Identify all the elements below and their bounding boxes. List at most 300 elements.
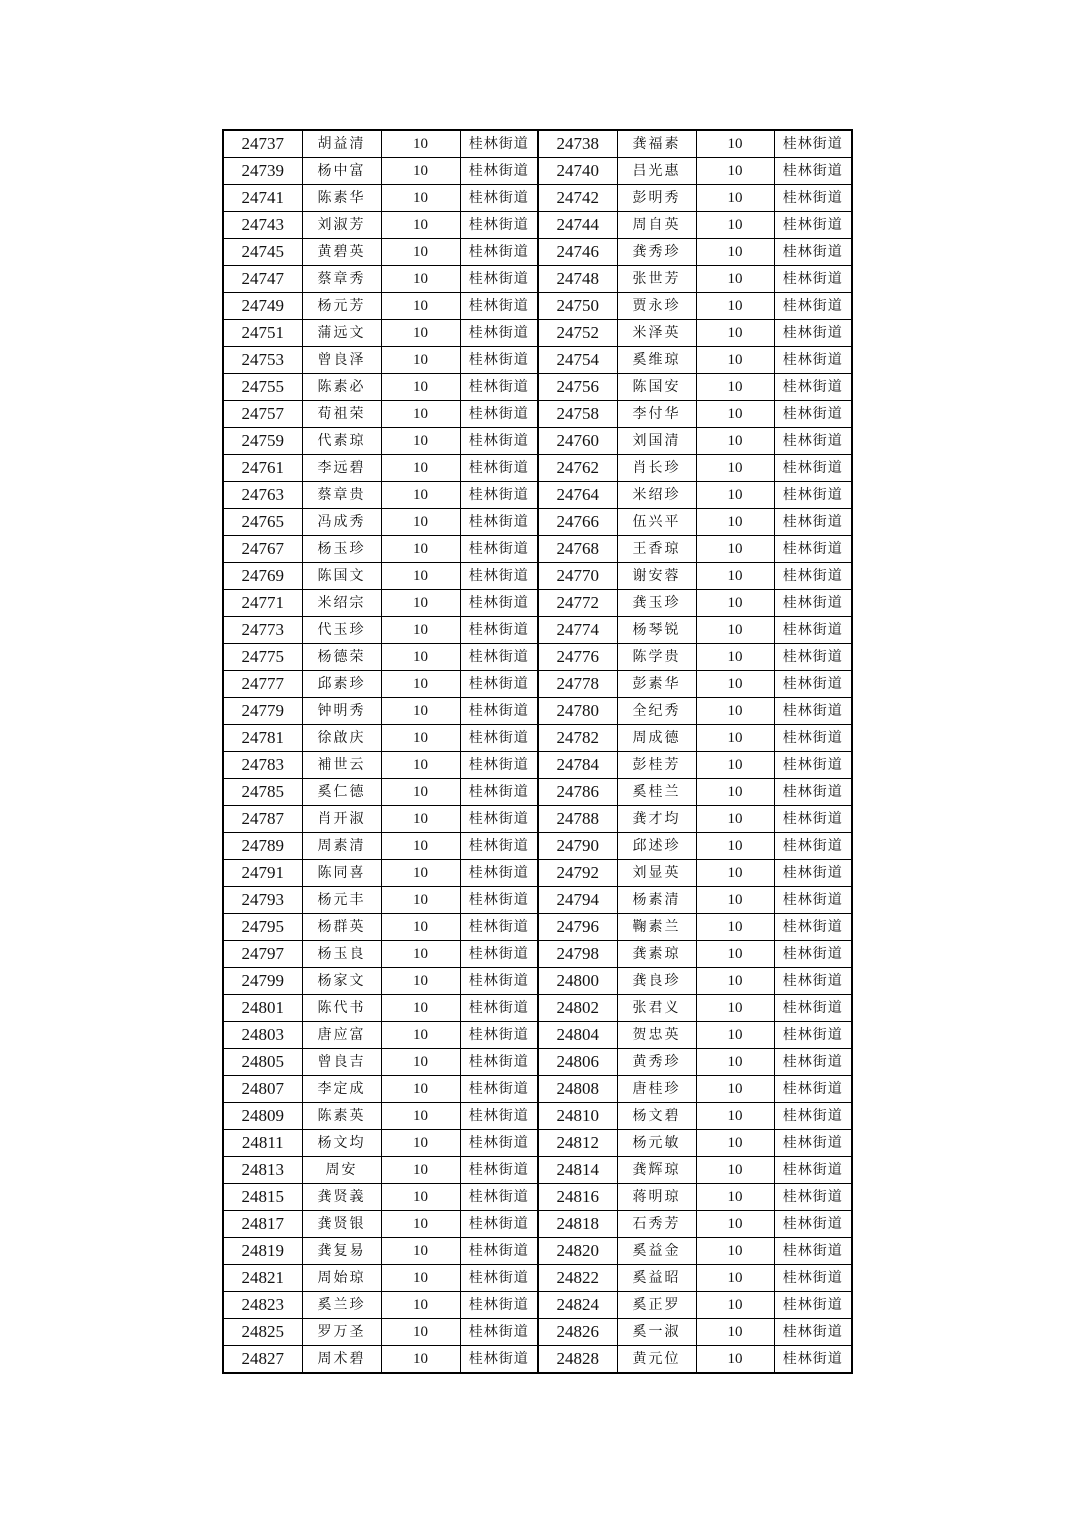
person-name-cell: 陈国文 <box>302 563 381 590</box>
person-name-cell: 龚福素 <box>617 130 696 158</box>
person-name-cell: 鞠素兰 <box>617 914 696 941</box>
record-number-cell: 24768 <box>538 536 617 563</box>
person-name-cell: 邱述珍 <box>617 833 696 860</box>
score-value-cell: 10 <box>696 1049 774 1076</box>
person-name-cell: 黄秀珍 <box>617 1049 696 1076</box>
street-name-cell: 桂林街道 <box>774 1130 852 1157</box>
street-name-cell: 桂林街道 <box>774 563 852 590</box>
person-name-cell: 刘显英 <box>617 860 696 887</box>
table-row <box>223 1292 852 1319</box>
person-name-cell: 龚良珍 <box>617 968 696 995</box>
person-name-cell: 钟明秀 <box>302 698 381 725</box>
table-row <box>223 185 852 212</box>
score-value-cell: 10 <box>381 185 460 212</box>
street-name-cell: 桂林街道 <box>774 995 852 1022</box>
record-number-cell: 24799 <box>223 968 302 995</box>
street-name-cell: 桂林街道 <box>774 833 852 860</box>
person-name-cell: 张世芳 <box>617 266 696 293</box>
table-row <box>223 1184 852 1211</box>
street-name-cell: 桂林街道 <box>460 752 538 779</box>
person-name-cell: 曾良泽 <box>302 347 381 374</box>
record-number-cell: 24824 <box>538 1292 617 1319</box>
street-name-cell: 桂林街道 <box>774 806 852 833</box>
record-number-cell: 24793 <box>223 887 302 914</box>
score-value-cell: 10 <box>696 374 774 401</box>
record-number-cell: 24741 <box>223 185 302 212</box>
street-name-cell: 桂林街道 <box>460 347 538 374</box>
table-row <box>223 509 852 536</box>
record-number-cell: 24773 <box>223 617 302 644</box>
score-value-cell: 10 <box>696 1022 774 1049</box>
person-name-cell: 黄碧英 <box>302 239 381 266</box>
record-number-cell: 24802 <box>538 995 617 1022</box>
score-value-cell: 10 <box>696 752 774 779</box>
street-name-cell: 桂林街道 <box>460 671 538 698</box>
record-number-cell: 24811 <box>223 1130 302 1157</box>
person-name-cell: 黄元位 <box>617 1346 696 1374</box>
table-row <box>223 401 852 428</box>
street-name-cell: 桂林街道 <box>460 1184 538 1211</box>
score-value-cell: 10 <box>381 995 460 1022</box>
street-name-cell: 桂林街道 <box>460 428 538 455</box>
street-name-cell: 桂林街道 <box>460 1319 538 1346</box>
record-number-cell: 24756 <box>538 374 617 401</box>
score-value-cell: 10 <box>696 833 774 860</box>
record-number-cell: 24753 <box>223 347 302 374</box>
street-name-cell: 桂林街道 <box>460 833 538 860</box>
street-name-cell: 桂林街道 <box>460 1022 538 1049</box>
record-number-cell: 24786 <box>538 779 617 806</box>
person-name-cell: 贺忠英 <box>617 1022 696 1049</box>
record-number-cell: 24806 <box>538 1049 617 1076</box>
person-name-cell: 杨元丰 <box>302 887 381 914</box>
street-name-cell: 桂林街道 <box>460 1049 538 1076</box>
street-name-cell: 桂林街道 <box>774 698 852 725</box>
table-row <box>223 1211 852 1238</box>
street-name-cell: 桂林街道 <box>774 1292 852 1319</box>
street-name-cell: 桂林街道 <box>774 644 852 671</box>
person-name-cell: 彭桂芳 <box>617 752 696 779</box>
street-name-cell: 桂林街道 <box>774 320 852 347</box>
street-name-cell: 桂林街道 <box>460 509 538 536</box>
table-row <box>223 1103 852 1130</box>
person-name-cell: 杨文均 <box>302 1130 381 1157</box>
person-name-cell: 石秀芳 <box>617 1211 696 1238</box>
street-name-cell: 桂林街道 <box>774 1346 852 1374</box>
score-value-cell: 10 <box>381 1103 460 1130</box>
record-number-cell: 24765 <box>223 509 302 536</box>
street-name-cell: 桂林街道 <box>460 536 538 563</box>
score-value-cell: 10 <box>696 617 774 644</box>
table-row <box>223 536 852 563</box>
person-name-cell: 蒋明琼 <box>617 1184 696 1211</box>
record-number-cell: 24774 <box>538 617 617 644</box>
person-name-cell: 张君义 <box>617 995 696 1022</box>
score-value-cell: 10 <box>381 698 460 725</box>
score-value-cell: 10 <box>696 1184 774 1211</box>
person-name-cell: 奚维琼 <box>617 347 696 374</box>
person-name-cell: 徐啟庆 <box>302 725 381 752</box>
record-number-cell: 24751 <box>223 320 302 347</box>
person-name-cell: 奚益金 <box>617 1238 696 1265</box>
score-value-cell: 10 <box>696 590 774 617</box>
record-number-cell: 24739 <box>223 158 302 185</box>
street-name-cell: 桂林街道 <box>774 860 852 887</box>
table-row <box>223 1346 852 1374</box>
street-name-cell: 桂林街道 <box>460 563 538 590</box>
person-name-cell: 陈学贵 <box>617 644 696 671</box>
person-name-cell: 陈同喜 <box>302 860 381 887</box>
street-name-cell: 桂林街道 <box>774 401 852 428</box>
street-name-cell: 桂林街道 <box>460 779 538 806</box>
person-name-cell: 杨玉珍 <box>302 536 381 563</box>
score-value-cell: 10 <box>381 212 460 239</box>
score-value-cell: 10 <box>696 212 774 239</box>
score-value-cell: 10 <box>381 887 460 914</box>
score-value-cell: 10 <box>696 914 774 941</box>
street-name-cell: 桂林街道 <box>460 1076 538 1103</box>
record-number-cell: 24767 <box>223 536 302 563</box>
score-value-cell: 10 <box>381 1211 460 1238</box>
record-number-cell: 24764 <box>538 482 617 509</box>
record-number-cell: 24758 <box>538 401 617 428</box>
table-row <box>223 968 852 995</box>
roster-table <box>222 129 853 1374</box>
person-name-cell: 龚贤義 <box>302 1184 381 1211</box>
record-number-cell: 24826 <box>538 1319 617 1346</box>
table-row <box>223 158 852 185</box>
record-number-cell: 24785 <box>223 779 302 806</box>
street-name-cell: 桂林街道 <box>774 1103 852 1130</box>
person-name-cell: 龚辉琼 <box>617 1157 696 1184</box>
score-value-cell: 10 <box>381 1292 460 1319</box>
street-name-cell: 桂林街道 <box>460 158 538 185</box>
record-number-cell: 24743 <box>223 212 302 239</box>
street-name-cell: 桂林街道 <box>774 1157 852 1184</box>
record-number-cell: 24757 <box>223 401 302 428</box>
street-name-cell: 桂林街道 <box>774 941 852 968</box>
record-number-cell: 24754 <box>538 347 617 374</box>
person-name-cell: 米绍宗 <box>302 590 381 617</box>
street-name-cell: 桂林街道 <box>774 1184 852 1211</box>
street-name-cell: 桂林街道 <box>774 671 852 698</box>
street-name-cell: 桂林街道 <box>774 752 852 779</box>
street-name-cell: 桂林街道 <box>460 725 538 752</box>
street-name-cell: 桂林街道 <box>774 185 852 212</box>
street-name-cell: 桂林街道 <box>774 1049 852 1076</box>
street-name-cell: 桂林街道 <box>460 1103 538 1130</box>
score-value-cell: 10 <box>381 320 460 347</box>
record-number-cell: 24828 <box>538 1346 617 1374</box>
street-name-cell: 桂林街道 <box>460 266 538 293</box>
person-name-cell: 李定成 <box>302 1076 381 1103</box>
record-number-cell: 24788 <box>538 806 617 833</box>
table-row <box>223 617 852 644</box>
record-number-cell: 24776 <box>538 644 617 671</box>
person-name-cell: 龚贤银 <box>302 1211 381 1238</box>
record-number-cell: 24807 <box>223 1076 302 1103</box>
street-name-cell: 桂林街道 <box>460 212 538 239</box>
score-value-cell: 10 <box>381 482 460 509</box>
score-value-cell: 10 <box>381 1130 460 1157</box>
score-value-cell: 10 <box>381 806 460 833</box>
street-name-cell: 桂林街道 <box>774 590 852 617</box>
table-row <box>223 1238 852 1265</box>
score-value-cell: 10 <box>696 455 774 482</box>
record-number-cell: 24800 <box>538 968 617 995</box>
person-name-cell: 罗万圣 <box>302 1319 381 1346</box>
street-name-cell: 桂林街道 <box>774 779 852 806</box>
record-number-cell: 24782 <box>538 725 617 752</box>
record-number-cell: 24770 <box>538 563 617 590</box>
record-number-cell: 24825 <box>223 1319 302 1346</box>
record-number-cell: 24822 <box>538 1265 617 1292</box>
table-row <box>223 779 852 806</box>
record-number-cell: 24815 <box>223 1184 302 1211</box>
score-value-cell: 10 <box>696 482 774 509</box>
person-name-cell: 奚桂兰 <box>617 779 696 806</box>
person-name-cell: 杨德荣 <box>302 644 381 671</box>
table-row <box>223 1157 852 1184</box>
person-name-cell: 奚仁德 <box>302 779 381 806</box>
street-name-cell: 桂林街道 <box>460 860 538 887</box>
score-value-cell: 10 <box>381 509 460 536</box>
table-row <box>223 698 852 725</box>
record-number-cell: 24819 <box>223 1238 302 1265</box>
street-name-cell: 桂林街道 <box>460 698 538 725</box>
score-value-cell: 10 <box>696 1211 774 1238</box>
street-name-cell: 桂林街道 <box>460 914 538 941</box>
table-row <box>223 806 852 833</box>
score-value-cell: 10 <box>381 158 460 185</box>
score-value-cell: 10 <box>696 941 774 968</box>
street-name-cell: 桂林街道 <box>460 1211 538 1238</box>
person-name-cell: 杨元芳 <box>302 293 381 320</box>
record-number-cell: 24803 <box>223 1022 302 1049</box>
record-number-cell: 24761 <box>223 455 302 482</box>
table-row <box>223 1076 852 1103</box>
street-name-cell: 桂林街道 <box>774 617 852 644</box>
record-number-cell: 24763 <box>223 482 302 509</box>
street-name-cell: 桂林街道 <box>460 374 538 401</box>
record-number-cell: 24762 <box>538 455 617 482</box>
record-number-cell: 24817 <box>223 1211 302 1238</box>
record-number-cell: 24779 <box>223 698 302 725</box>
person-name-cell: 龚秀珍 <box>617 239 696 266</box>
street-name-cell: 桂林街道 <box>460 806 538 833</box>
person-name-cell: 陈素必 <box>302 374 381 401</box>
score-value-cell: 10 <box>381 752 460 779</box>
person-name-cell: 李远碧 <box>302 455 381 482</box>
score-value-cell: 10 <box>696 644 774 671</box>
score-value-cell: 10 <box>696 320 774 347</box>
score-value-cell: 10 <box>381 401 460 428</box>
record-number-cell: 24738 <box>538 130 617 158</box>
table-row <box>223 455 852 482</box>
street-name-cell: 桂林街道 <box>774 1076 852 1103</box>
record-number-cell: 24750 <box>538 293 617 320</box>
record-number-cell: 24804 <box>538 1022 617 1049</box>
record-number-cell: 24783 <box>223 752 302 779</box>
score-value-cell: 10 <box>381 1238 460 1265</box>
record-number-cell: 24772 <box>538 590 617 617</box>
table-row <box>223 1022 852 1049</box>
person-name-cell: 陈素华 <box>302 185 381 212</box>
record-number-cell: 24747 <box>223 266 302 293</box>
record-number-cell: 24760 <box>538 428 617 455</box>
score-value-cell: 10 <box>696 1319 774 1346</box>
person-name-cell: 彭素华 <box>617 671 696 698</box>
person-name-cell: 杨群英 <box>302 914 381 941</box>
street-name-cell: 桂林街道 <box>774 239 852 266</box>
table-row <box>223 293 852 320</box>
street-name-cell: 桂林街道 <box>460 968 538 995</box>
street-name-cell: 桂林街道 <box>774 509 852 536</box>
street-name-cell: 桂林街道 <box>460 941 538 968</box>
score-value-cell: 10 <box>381 1184 460 1211</box>
record-number-cell: 24746 <box>538 239 617 266</box>
street-name-cell: 桂林街道 <box>774 293 852 320</box>
person-name-cell: 周术碧 <box>302 1346 381 1374</box>
record-number-cell: 24821 <box>223 1265 302 1292</box>
record-number-cell: 24775 <box>223 644 302 671</box>
person-name-cell: 杨元敏 <box>617 1130 696 1157</box>
person-name-cell: 杨素清 <box>617 887 696 914</box>
score-value-cell: 10 <box>696 401 774 428</box>
record-number-cell: 24795 <box>223 914 302 941</box>
street-name-cell: 桂林街道 <box>774 347 852 374</box>
person-name-cell: 陈代书 <box>302 995 381 1022</box>
score-value-cell: 10 <box>381 1022 460 1049</box>
table-row <box>223 428 852 455</box>
score-value-cell: 10 <box>696 239 774 266</box>
person-name-cell: 王香琼 <box>617 536 696 563</box>
score-value-cell: 10 <box>696 1292 774 1319</box>
person-name-cell: 谢安蓉 <box>617 563 696 590</box>
record-number-cell: 24791 <box>223 860 302 887</box>
record-number-cell: 24778 <box>538 671 617 698</box>
record-number-cell: 24766 <box>538 509 617 536</box>
street-name-cell: 桂林街道 <box>774 158 852 185</box>
score-value-cell: 10 <box>696 266 774 293</box>
table-row <box>223 860 852 887</box>
record-number-cell: 24827 <box>223 1346 302 1374</box>
person-name-cell: 伍兴平 <box>617 509 696 536</box>
street-name-cell: 桂林街道 <box>460 1157 538 1184</box>
score-value-cell: 10 <box>381 266 460 293</box>
score-value-cell: 10 <box>696 185 774 212</box>
record-number-cell: 24813 <box>223 1157 302 1184</box>
street-name-cell: 桂林街道 <box>460 1346 538 1374</box>
street-name-cell: 桂林街道 <box>460 401 538 428</box>
person-name-cell: 杨中富 <box>302 158 381 185</box>
record-number-cell: 24814 <box>538 1157 617 1184</box>
street-name-cell: 桂林街道 <box>460 320 538 347</box>
record-number-cell: 24809 <box>223 1103 302 1130</box>
person-name-cell: 周素清 <box>302 833 381 860</box>
street-name-cell: 桂林街道 <box>460 455 538 482</box>
table-row <box>223 1049 852 1076</box>
score-value-cell: 10 <box>381 914 460 941</box>
street-name-cell: 桂林街道 <box>774 1238 852 1265</box>
street-name-cell: 桂林街道 <box>774 1265 852 1292</box>
table-row <box>223 752 852 779</box>
record-number-cell: 24805 <box>223 1049 302 1076</box>
street-name-cell: 桂林街道 <box>774 428 852 455</box>
record-number-cell: 24780 <box>538 698 617 725</box>
table-row <box>223 1319 852 1346</box>
record-number-cell: 24816 <box>538 1184 617 1211</box>
table-row <box>223 644 852 671</box>
score-value-cell: 10 <box>381 1319 460 1346</box>
score-value-cell: 10 <box>381 725 460 752</box>
record-number-cell: 24759 <box>223 428 302 455</box>
street-name-cell: 桂林街道 <box>460 293 538 320</box>
score-value-cell: 10 <box>381 130 460 158</box>
person-name-cell: 陈素英 <box>302 1103 381 1130</box>
person-name-cell: 杨文碧 <box>617 1103 696 1130</box>
record-number-cell: 24755 <box>223 374 302 401</box>
score-value-cell: 10 <box>696 698 774 725</box>
street-name-cell: 桂林街道 <box>774 266 852 293</box>
street-name-cell: 桂林街道 <box>774 1022 852 1049</box>
record-number-cell: 24744 <box>538 212 617 239</box>
street-name-cell: 桂林街道 <box>460 185 538 212</box>
table-row <box>223 1265 852 1292</box>
person-name-cell: 吕光惠 <box>617 158 696 185</box>
person-name-cell: 代素琼 <box>302 428 381 455</box>
person-name-cell: 杨琴锐 <box>617 617 696 644</box>
person-name-cell: 蔡章贵 <box>302 482 381 509</box>
record-number-cell: 24797 <box>223 941 302 968</box>
table-row <box>223 563 852 590</box>
person-name-cell: 肖长珍 <box>617 455 696 482</box>
record-number-cell: 24808 <box>538 1076 617 1103</box>
table-row <box>223 671 852 698</box>
score-value-cell: 10 <box>381 617 460 644</box>
person-name-cell: 荀祖荣 <box>302 401 381 428</box>
score-value-cell: 10 <box>381 779 460 806</box>
table-row <box>223 590 852 617</box>
score-value-cell: 10 <box>381 1157 460 1184</box>
table-row <box>223 239 852 266</box>
record-number-cell: 24798 <box>538 941 617 968</box>
record-number-cell: 24810 <box>538 1103 617 1130</box>
person-name-cell: 唐桂珍 <box>617 1076 696 1103</box>
street-name-cell: 桂林街道 <box>774 482 852 509</box>
score-value-cell: 10 <box>381 455 460 482</box>
table-row <box>223 995 852 1022</box>
score-value-cell: 10 <box>696 1265 774 1292</box>
person-name-cell: 周自英 <box>617 212 696 239</box>
score-value-cell: 10 <box>696 1238 774 1265</box>
table-row <box>223 374 852 401</box>
score-value-cell: 10 <box>381 590 460 617</box>
street-name-cell: 桂林街道 <box>774 968 852 995</box>
street-name-cell: 桂林街道 <box>460 1130 538 1157</box>
score-value-cell: 10 <box>381 536 460 563</box>
street-name-cell: 桂林街道 <box>460 617 538 644</box>
person-name-cell: 肖开淑 <box>302 806 381 833</box>
table-row <box>223 347 852 374</box>
record-number-cell: 24801 <box>223 995 302 1022</box>
person-name-cell: 贾永珍 <box>617 293 696 320</box>
street-name-cell: 桂林街道 <box>774 212 852 239</box>
person-name-cell: 米绍珍 <box>617 482 696 509</box>
street-name-cell: 桂林街道 <box>774 455 852 482</box>
score-value-cell: 10 <box>696 428 774 455</box>
person-name-cell: 龚才均 <box>617 806 696 833</box>
